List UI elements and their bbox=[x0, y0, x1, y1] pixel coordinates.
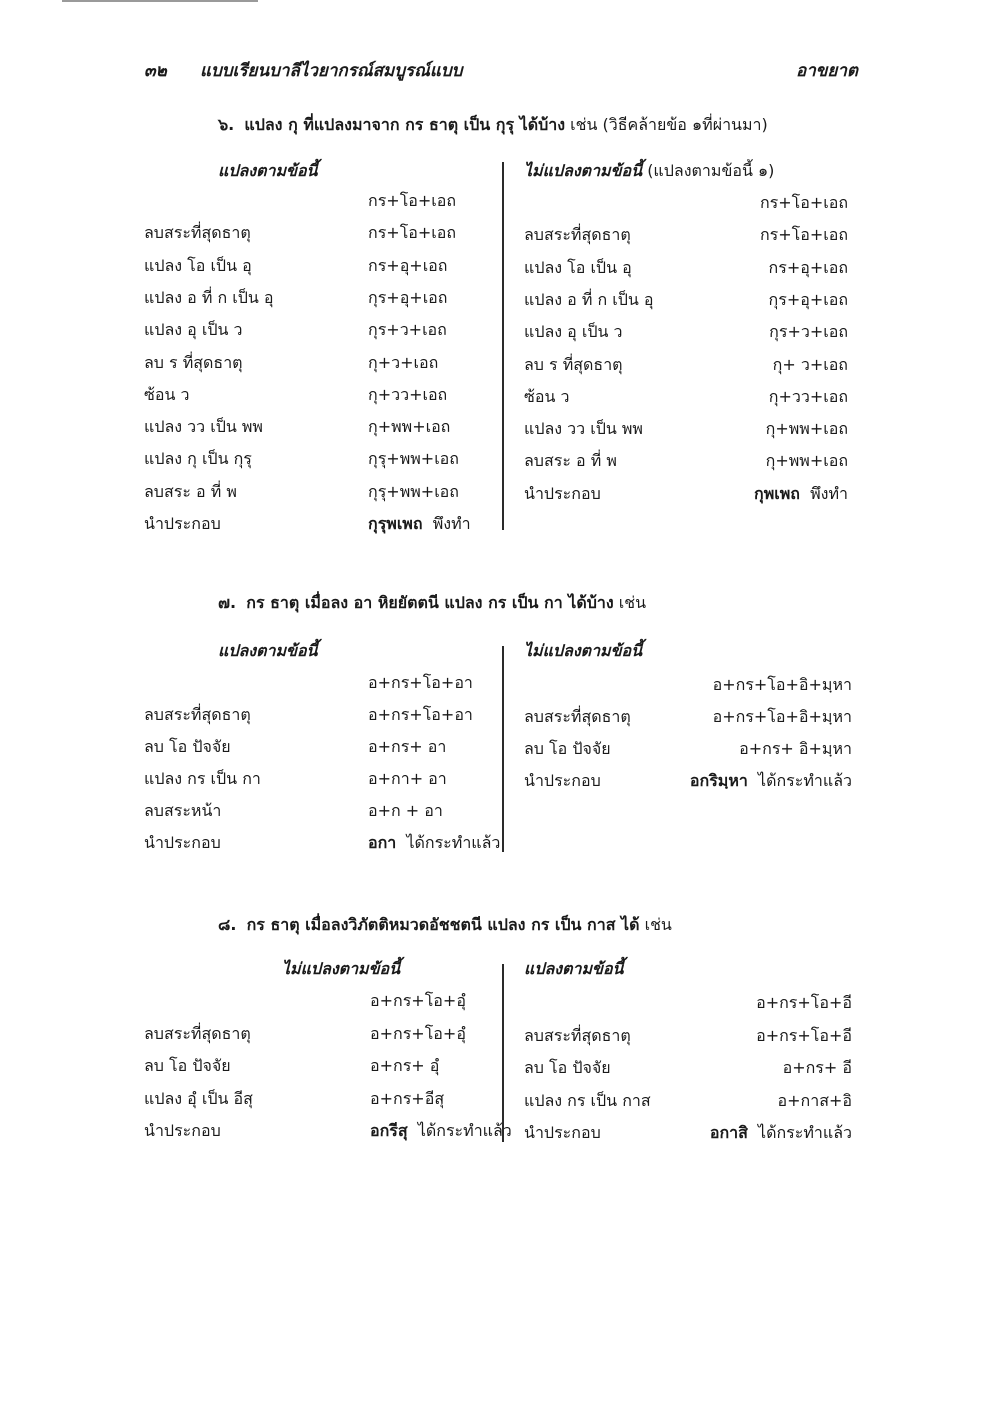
s7-right-step-label: นำประกอบ bbox=[524, 771, 601, 790]
s6-left-step-form: กุร+ว+เอถ bbox=[368, 320, 447, 340]
s6-left-step-form: กุรุ+พพ+เอถ bbox=[368, 481, 459, 501]
s8-left-step-label: แปลง อุํ เป็น อีสุ bbox=[144, 1088, 253, 1108]
s6-right-step-label: ลบ ร ที่สุดธาตุ bbox=[524, 354, 623, 374]
s6-right-result bbox=[754, 483, 848, 505]
s6-right-step-label: แปลง โอ เป็น อุ bbox=[524, 257, 632, 277]
s6-left-step-form: กุร+อุ+เอถ bbox=[368, 287, 448, 307]
s8-left-step-label: ลบ โอ ปัจจัย bbox=[144, 1056, 231, 1075]
book-title: แบบเรียนบาลีไวยากรณ์สมบูรณ์แบบ bbox=[200, 61, 463, 81]
section-title: อาขยาต bbox=[796, 61, 858, 81]
s6-right-step-form: กุ+ ว+เอถ bbox=[772, 354, 848, 374]
s6-left-result bbox=[368, 513, 471, 535]
s6-left-step-form: กร+โอ+เอถ bbox=[368, 223, 457, 243]
s8-left-result bbox=[370, 1120, 512, 1142]
s7-title-bold: กร ธาตุ เมื่อลง อา หิยยัตตนี แปลง กร เป็น กา ได้บ้าง bbox=[246, 593, 614, 612]
s7-title bbox=[218, 592, 646, 614]
s8-right-step-form: อ+กร+โอ+อี bbox=[756, 1025, 852, 1045]
s8-right-step-form: อ+กร+ อี bbox=[782, 1058, 852, 1077]
s7-right-step-label: ลบ โอ ปัจจัย bbox=[524, 739, 611, 758]
s8-right-step-form: อ+กร+โอ+อี bbox=[756, 993, 852, 1012]
s6-title bbox=[218, 114, 768, 136]
s6-left-step-label: นำประกอบ bbox=[144, 514, 221, 533]
s7-left-step-form: อ+กร+โอ+อา bbox=[368, 705, 473, 724]
s7-right-step-form: อ+กร+โอ+อิ+มฺหา bbox=[712, 675, 852, 694]
s8-title-rest: เช่น bbox=[644, 915, 672, 934]
s7-left-step-label: แปลง กร เป็น กา bbox=[144, 769, 261, 788]
s6-left-step-label: ลบสระที่สุดธาตุ bbox=[144, 223, 251, 243]
s8-left-step-form: อ+กร+โอ+อุํ bbox=[370, 991, 466, 1010]
s7-left-step-label: ลบ โอ ปัจจัย bbox=[144, 737, 231, 756]
s6-right-step-form: กุ+วว+เอถ bbox=[768, 386, 848, 406]
s8-left-heading: ไม่แปลงตามข้อนี้ bbox=[282, 959, 401, 978]
s7-num: ๗. bbox=[218, 593, 237, 612]
s6-right-step-label: แปลง อุ เป็น ว bbox=[524, 322, 623, 342]
s6-right-result-word: กุพเพถ bbox=[754, 483, 800, 503]
s6-left-step-form: กุ+วว+เอถ bbox=[368, 384, 448, 404]
s7-right-result-word: อกริมฺหา bbox=[689, 771, 748, 790]
s6-right-step-form: กร+โอ+เอถ bbox=[759, 225, 848, 245]
s8-right-result-word: อกาสิ bbox=[709, 1123, 748, 1142]
s7-left-result-word: อกา bbox=[368, 833, 397, 852]
s6-right-step-form: กุ+พพ+เอถ bbox=[765, 451, 848, 471]
page-number: ๓๒ bbox=[144, 61, 167, 81]
s7-right-step-form: อ+กร+โอ+อิ+มฺหา bbox=[712, 707, 852, 726]
s6-left-step-label: แปลง วว เป็น พพ bbox=[144, 417, 263, 437]
s6-left-step-form: กุ+ว+เอถ bbox=[368, 352, 439, 372]
s6-right-step-form: กุร+อุ+เอถ bbox=[768, 289, 848, 309]
s7-title-rest: เช่น bbox=[618, 593, 647, 612]
s6-left-step-label: แปลง กุ เป็น กุรุ bbox=[144, 449, 252, 469]
s6-column-divider bbox=[502, 162, 504, 530]
s8-left-step-label: นำประกอบ bbox=[144, 1121, 221, 1140]
s8-right-result bbox=[710, 1122, 852, 1144]
s6-left-step-form: กุ+พพ+เอถ bbox=[368, 417, 451, 437]
s6-left-step-label: ลบสระ อ ที่ พ bbox=[144, 481, 237, 501]
s8-title-bold: กร ธาตุ เมื่อลงวิภัตติหมวดอัชชตนี แปลง กร เป็น กาส ได้ bbox=[246, 915, 640, 934]
s6-left-step-form: กุรุ+พพ+เอถ bbox=[368, 449, 459, 469]
s6-left-step-label: ซ้อน ว bbox=[144, 384, 190, 404]
s7-left-heading: แปลงตามข้อนี้ bbox=[218, 641, 318, 660]
s6-left-result-word: กุรุพเพถ bbox=[368, 514, 423, 533]
s8-right-step-form: อ+กาส+อิ bbox=[777, 1090, 852, 1110]
s7-left-step-form: อ+กร+โอ+อา bbox=[368, 673, 473, 692]
s7-right-step-form: อ+กร+ อิ+มฺหา bbox=[739, 739, 852, 758]
s6-right-step-label: แปลง วว เป็น พพ bbox=[524, 419, 643, 439]
s7-left-step-label: ลบสระหน้า bbox=[144, 801, 222, 820]
s8-left-step-form: อ+กร+อีสุ bbox=[370, 1088, 445, 1108]
s8-right-step-label: แปลง กร เป็น กาส bbox=[524, 1090, 651, 1110]
s6-right-step-form: กร+โอ+เอถ bbox=[759, 193, 848, 212]
s6-left-step-label: แปลง โอ เป็น อุ bbox=[144, 255, 252, 275]
s6-right-heading-note: (แปลงตามข้อนี้ ๑) bbox=[647, 161, 775, 180]
s6-right-step-form: กุ+พพ+เอถ bbox=[765, 419, 848, 439]
s6-right-step-form: กร+อุ+เอถ bbox=[768, 257, 848, 277]
s6-left-step-label: แปลง อุ เป็น ว bbox=[144, 320, 243, 340]
s6-left-step-form: กร+โอ+เอถ bbox=[368, 191, 457, 210]
s6-title-rest: เช่น (วิธีคล้ายข้อ ๑ที่ผ่านมา) bbox=[570, 115, 768, 134]
s8-right-heading: แปลงตามข้อนี้ bbox=[524, 959, 624, 978]
s7-left-step-form: อ+ก + อา bbox=[368, 801, 443, 820]
s6-num: ๖. bbox=[218, 115, 235, 134]
s6-right-step-label: ลบสระ อ ที่ พ bbox=[524, 451, 617, 471]
s8-title bbox=[218, 914, 672, 936]
s6-right-step-label: ลบสระที่สุดธาตุ bbox=[524, 225, 631, 245]
s8-column-divider bbox=[502, 964, 504, 1142]
s7-left-step-form: อ+กา+ อา bbox=[368, 769, 447, 788]
s7-left-step-label: นำประกอบ bbox=[144, 833, 221, 852]
s8-right-result-gloss: ได้กระทำแล้ว bbox=[758, 1123, 852, 1142]
s7-left-step-form: อ+กร+ อา bbox=[368, 737, 447, 756]
s8-left-step-form: อ+กร+ อุํ bbox=[370, 1056, 440, 1075]
s6-right-heading bbox=[524, 160, 774, 182]
s6-right-step-label: นำประกอบ bbox=[524, 483, 601, 503]
s6-left-step-label: ลบ ร ที่สุดธาตุ bbox=[144, 352, 243, 372]
s8-right-step-label: นำประกอบ bbox=[524, 1123, 601, 1142]
s6-title-bold: แปลง กุ ที่แปลงมาจาก กร ธาตุ เป็น กุรุ ได้บ้าง bbox=[244, 115, 566, 134]
s7-left-result-gloss: ได้กระทำแล้ว bbox=[406, 833, 501, 852]
s6-left-step-form: กร+อุ+เอถ bbox=[368, 255, 448, 275]
s6-right-step-form: กุร+ว+เอถ bbox=[769, 322, 848, 342]
s6-right-step-label: แปลง อ ที่ ก เป็น อุ bbox=[524, 289, 654, 309]
s8-left-step-label: ลบสระที่สุดธาตุ bbox=[144, 1023, 251, 1043]
s6-left-heading: แปลงตามข้อนี้ bbox=[218, 161, 318, 180]
s8-right-step-label: ลบสระที่สุดธาตุ bbox=[524, 1025, 631, 1045]
s7-right-result-gloss: ได้กระทำแล้ว bbox=[758, 771, 852, 790]
s7-column-divider bbox=[502, 646, 504, 852]
s8-num: ๘. bbox=[218, 915, 237, 934]
s6-right-step-label: ซ้อน ว bbox=[524, 386, 570, 406]
s8-left-result-gloss: ได้กระทำแล้ว bbox=[417, 1121, 512, 1140]
s7-left-result bbox=[368, 832, 500, 854]
s7-right-result bbox=[690, 770, 852, 792]
scan-edge-line bbox=[62, 0, 258, 2]
s7-right-heading: ไม่แปลงตามข้อนี้ bbox=[524, 641, 643, 660]
s8-right-step-label: ลบ โอ ปัจจัย bbox=[524, 1058, 611, 1077]
s6-left-step-label: แปลง อ ที่ ก เป็น อุ bbox=[144, 287, 274, 307]
s7-right-step-label: ลบสระที่สุดธาตุ bbox=[524, 707, 631, 726]
s8-left-result-word: อกรีสุ bbox=[370, 1121, 408, 1140]
s6-left-result-gloss: พึงทำ bbox=[432, 514, 471, 533]
s8-left-step-form: อ+กร+โอ+อุํ bbox=[370, 1023, 466, 1043]
s6-right-result-gloss: พึงทำ bbox=[810, 483, 848, 503]
s6-right-heading-text: ไม่แปลงตามข้อนี้ bbox=[524, 161, 643, 180]
s7-left-step-label: ลบสระที่สุดธาตุ bbox=[144, 705, 251, 724]
